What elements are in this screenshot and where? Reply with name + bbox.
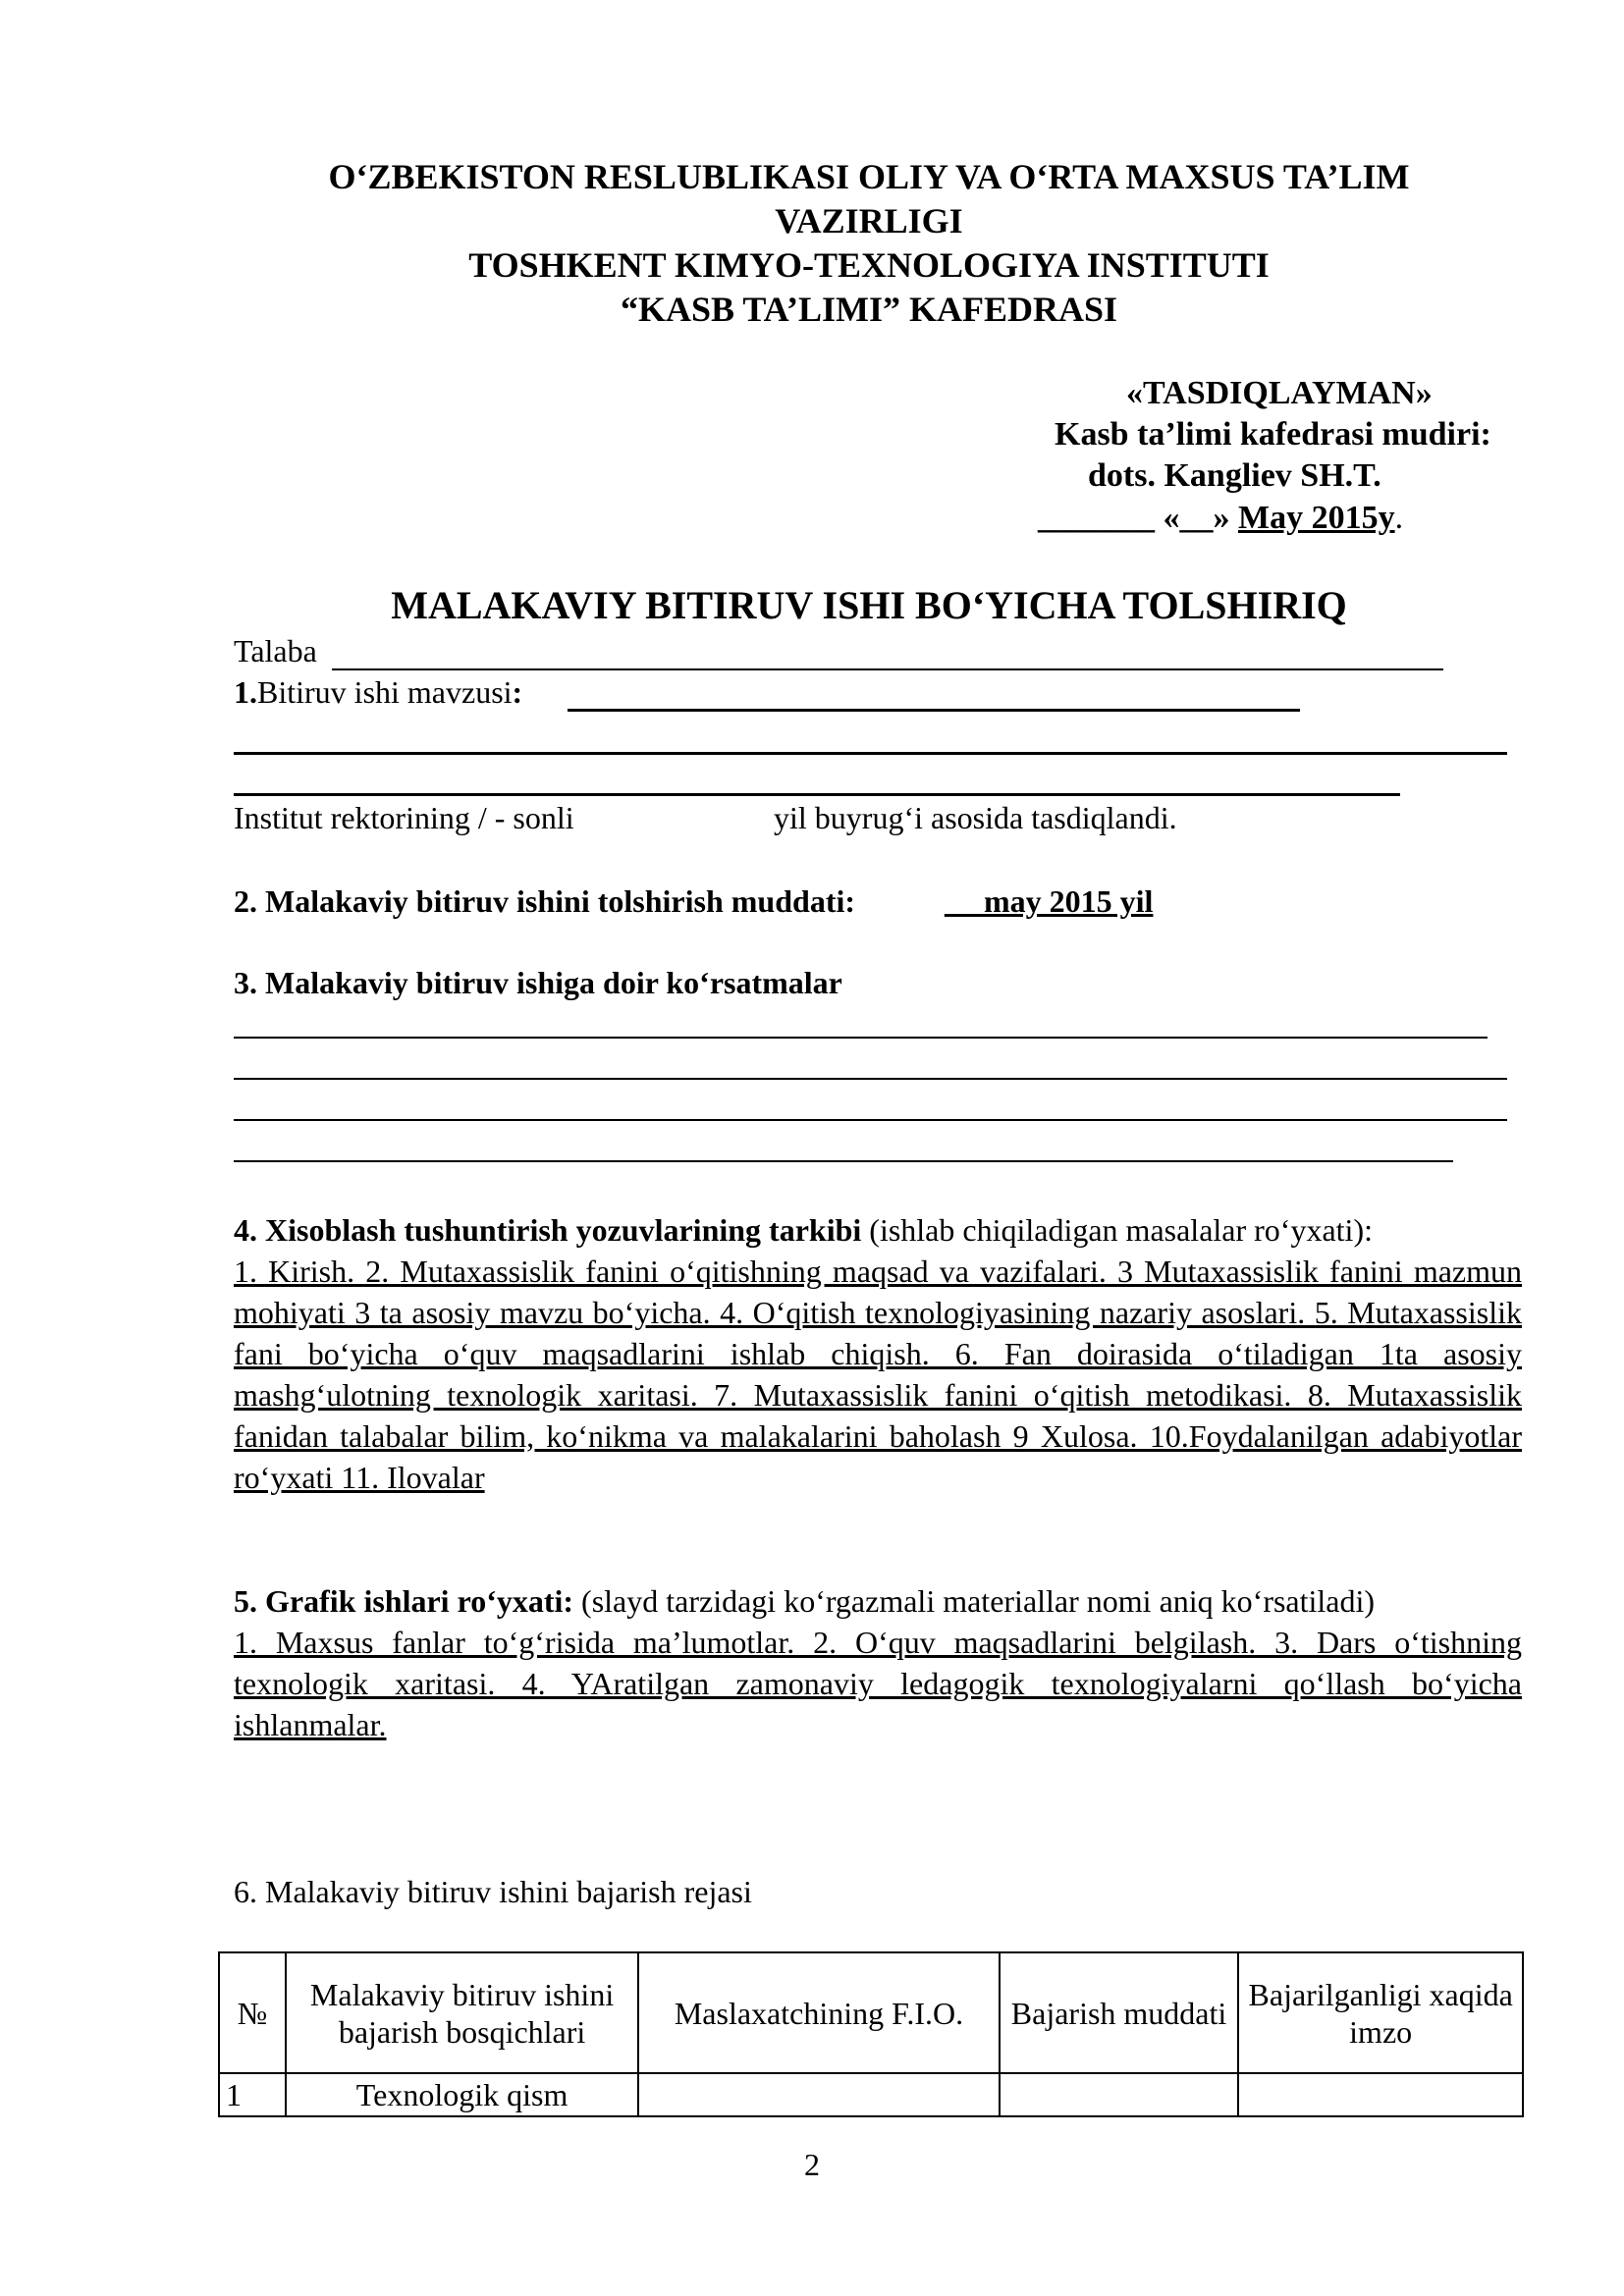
instructions-line-3 bbox=[234, 1119, 1507, 1121]
page-number: 2 bbox=[804, 2147, 820, 2182]
plan-col-number: № bbox=[219, 1952, 286, 2073]
contents-items: 1. Kirish. 2. Mutaxassislik fanini o‘qitishning maqsad va vazifalari. 3 Mutaxassislik fanini mazmun mohiyati 3 ta asosiy mavzu bo‘yicha. 4. O‘qitish texnologiyasining nazariy asoslari. 5. Mutaxassislik fani bo‘yicha o‘quv maqsadlarini ishlab chiqish. 6. Fan doirasida o‘tiladigan 1ta asosiy mashg‘ulotning texnologik xaritasi. 7. Mutaxassislik fanini o‘qitish metodikasi. 8. Mutaxassislik fanidan talabalar bilim, ko‘nikma va malakalarini baholash 9 Xulosa. 10.Foydalanilgan adabiyotlar ro‘yxati 11. Ilovalar bbox=[234, 1254, 1522, 1495]
row-number: 1 bbox=[219, 2073, 286, 2116]
topic-number: 1. bbox=[234, 674, 257, 710]
contents-section bbox=[234, 1209, 1522, 1498]
topic-line-3 bbox=[234, 793, 1400, 796]
topic-label bbox=[234, 671, 522, 713]
approval-position: Kasb ta’limi kafedrasi mudiri: bbox=[1055, 416, 1491, 453]
instructions-line-4 bbox=[234, 1160, 1453, 1162]
contents-note: (ishlab chiqiladigan masalalar ro‘yxati): bbox=[861, 1212, 1373, 1248]
plan-col-deadline: Bajarish muddati bbox=[1000, 1952, 1239, 2073]
approval-date-end: . bbox=[1394, 500, 1404, 536]
contents-label: 4. Xisoblash tushuntirish yozuvlarining tarkibi bbox=[234, 1212, 862, 1248]
row-deadline bbox=[1000, 2073, 1239, 2116]
topic-text: Bitiruv ishi mavzusi bbox=[257, 674, 513, 710]
deadline-value: __ may 2015 yil bbox=[945, 883, 1154, 919]
student-name-line bbox=[332, 668, 1443, 670]
row-signature bbox=[1238, 2073, 1523, 2116]
approval-date bbox=[1038, 498, 1403, 539]
instructions-line-2 bbox=[234, 1078, 1507, 1080]
document-title: MALAKAVIY BITIRUV ISHI BO‘YICHA TOLSHIRIQ bbox=[391, 583, 1347, 627]
approval-stamp: «TASDIQLAYMAN» bbox=[1126, 375, 1433, 411]
plan-col-signature: Bajarilganligi xaqida imzo bbox=[1238, 1952, 1523, 2073]
student-label: Talaba bbox=[234, 633, 317, 668]
topic-colon: : bbox=[512, 674, 523, 710]
plan-col-consultant: Maslaxatchining F.I.O. bbox=[638, 1952, 1000, 2073]
plan-label: 6. Malakaviy bitiruv ishini bajarish rejasi bbox=[234, 1874, 752, 1909]
graphics-label: 5. Grafik ishlari ro‘yxati: bbox=[234, 1583, 574, 1619]
instructions-label: 3. Malakaviy bitiruv ishiga doir ko‘rsatmalar bbox=[234, 965, 842, 1000]
topic-line-1 bbox=[568, 709, 1300, 712]
approval-date-month-year: May 2015y bbox=[1238, 500, 1395, 536]
department-name: “KASB TA’LIMI” KAFEDRASI bbox=[620, 290, 1118, 329]
row-stage: Texnologik qism bbox=[286, 2073, 638, 2116]
approval-date-blank: _______ bbox=[1038, 500, 1155, 536]
row-consultant bbox=[638, 2073, 1000, 2116]
ministry-line-2: VAZIRLIGI bbox=[775, 201, 963, 240]
order-text-2: yil buyrug‘i asosida tasdiqlandi. bbox=[774, 800, 1177, 835]
approval-name: dots. Kangliev SH.T. bbox=[1088, 457, 1381, 494]
plan-col-stages: Malakaviy bitiruv ishini bajarish bosqichlari bbox=[286, 1952, 638, 2073]
plan-table bbox=[218, 1951, 1524, 2117]
institute-name: TOSHKENT KIMYO-TEXNOLOGIYA INSTITUTI bbox=[468, 245, 1270, 285]
table-row bbox=[219, 2073, 1523, 2116]
instructions-line-1 bbox=[234, 1037, 1488, 1039]
ministry-line-1: O‘ZBEKISTON RESLUBLIKASI OLIY VA O‘RTA MAXSUS TA’LIM bbox=[328, 157, 1410, 196]
order-text-1: Institut rektorining / - sonli bbox=[234, 800, 574, 835]
topic-line-2 bbox=[234, 752, 1507, 755]
deadline-label: 2. Malakaviy bitiruv ishini tolshirish muddati: bbox=[234, 883, 856, 919]
graphics-items: 1. Maxsus fanlar to‘g‘risida ma’lumotlar. 2. O‘quv maqsadlarini belgilash. 3. Dars o‘tishning texnologik xaritasi. 4. YAratilgan zamonaviy ledagogik texnologiyalarni qo‘llash bo‘yicha ishlanmalar. bbox=[234, 1625, 1522, 1742]
graphics-note: (slayd tarzidagi ko‘rgazmali materiallar nomi aniq ko‘rsatiladi) bbox=[573, 1583, 1376, 1619]
plan-table-header bbox=[219, 1952, 1523, 2073]
approval-date-day: «__» bbox=[1163, 500, 1230, 536]
graphics-section bbox=[234, 1580, 1522, 1745]
